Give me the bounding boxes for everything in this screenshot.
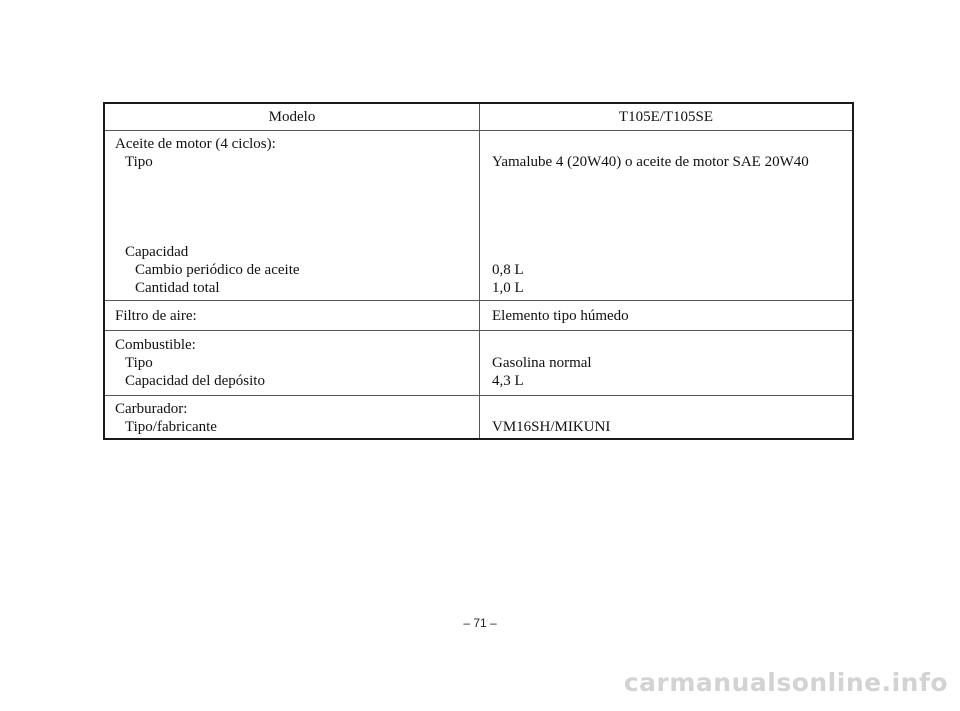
- engine-oil-capacity-label: Capacidad: [125, 244, 189, 260]
- carburetor-values: [480, 396, 852, 438]
- spec-table: [103, 102, 854, 440]
- table-row-carburetor: [105, 395, 852, 438]
- engine-oil-total-label: Cantidad total: [135, 280, 220, 296]
- carburetor-title: Carburador:: [115, 401, 188, 417]
- engine-oil-periodic-label: Cambio periódico de aceite: [135, 262, 300, 278]
- engine-oil-type-value: Yamalube 4 (20W40) o aceite de motor SAE 20W40: [492, 154, 809, 170]
- table-row-fuel: [105, 330, 852, 395]
- table-row-air-filter: [105, 300, 852, 330]
- carburetor-labels: [105, 396, 480, 438]
- fuel-tank-value: 4,3 L: [492, 373, 524, 389]
- air-filter-value-cell: [480, 301, 852, 330]
- carburetor-maker-value: VM16SH/MIKUNI: [492, 419, 611, 435]
- page-number: – 71 –: [463, 616, 497, 630]
- engine-oil-total-value: 1,0 L: [492, 280, 524, 296]
- fuel-values: [480, 331, 852, 395]
- fuel-type-label: Tipo: [125, 355, 153, 371]
- air-filter-label-cell: [105, 301, 480, 330]
- air-filter-label: Filtro de aire:: [115, 308, 197, 324]
- fuel-labels: [105, 331, 480, 395]
- engine-oil-values: [480, 131, 852, 300]
- carburetor-maker-label: Tipo/fabricante: [125, 419, 217, 435]
- engine-oil-title: Aceite de motor (4 ciclos):: [115, 136, 276, 152]
- header-model-value: T105E/T105SE: [618, 109, 714, 125]
- fuel-tank-label: Capacidad del depósito: [125, 373, 265, 389]
- table-row-engine-oil: [105, 130, 852, 300]
- fuel-title: Combustible:: [115, 337, 196, 353]
- engine-oil-labels: [105, 131, 480, 300]
- table-header-row: [105, 104, 852, 130]
- watermark: carmanualsonline.info: [623, 668, 948, 697]
- header-model-label: Modelo: [105, 104, 480, 130]
- fuel-type-value: Gasolina normal: [492, 355, 592, 371]
- air-filter-value: Elemento tipo húmedo: [492, 308, 629, 324]
- engine-oil-type-label: Tipo: [125, 154, 153, 170]
- engine-oil-periodic-value: 0,8 L: [492, 262, 524, 278]
